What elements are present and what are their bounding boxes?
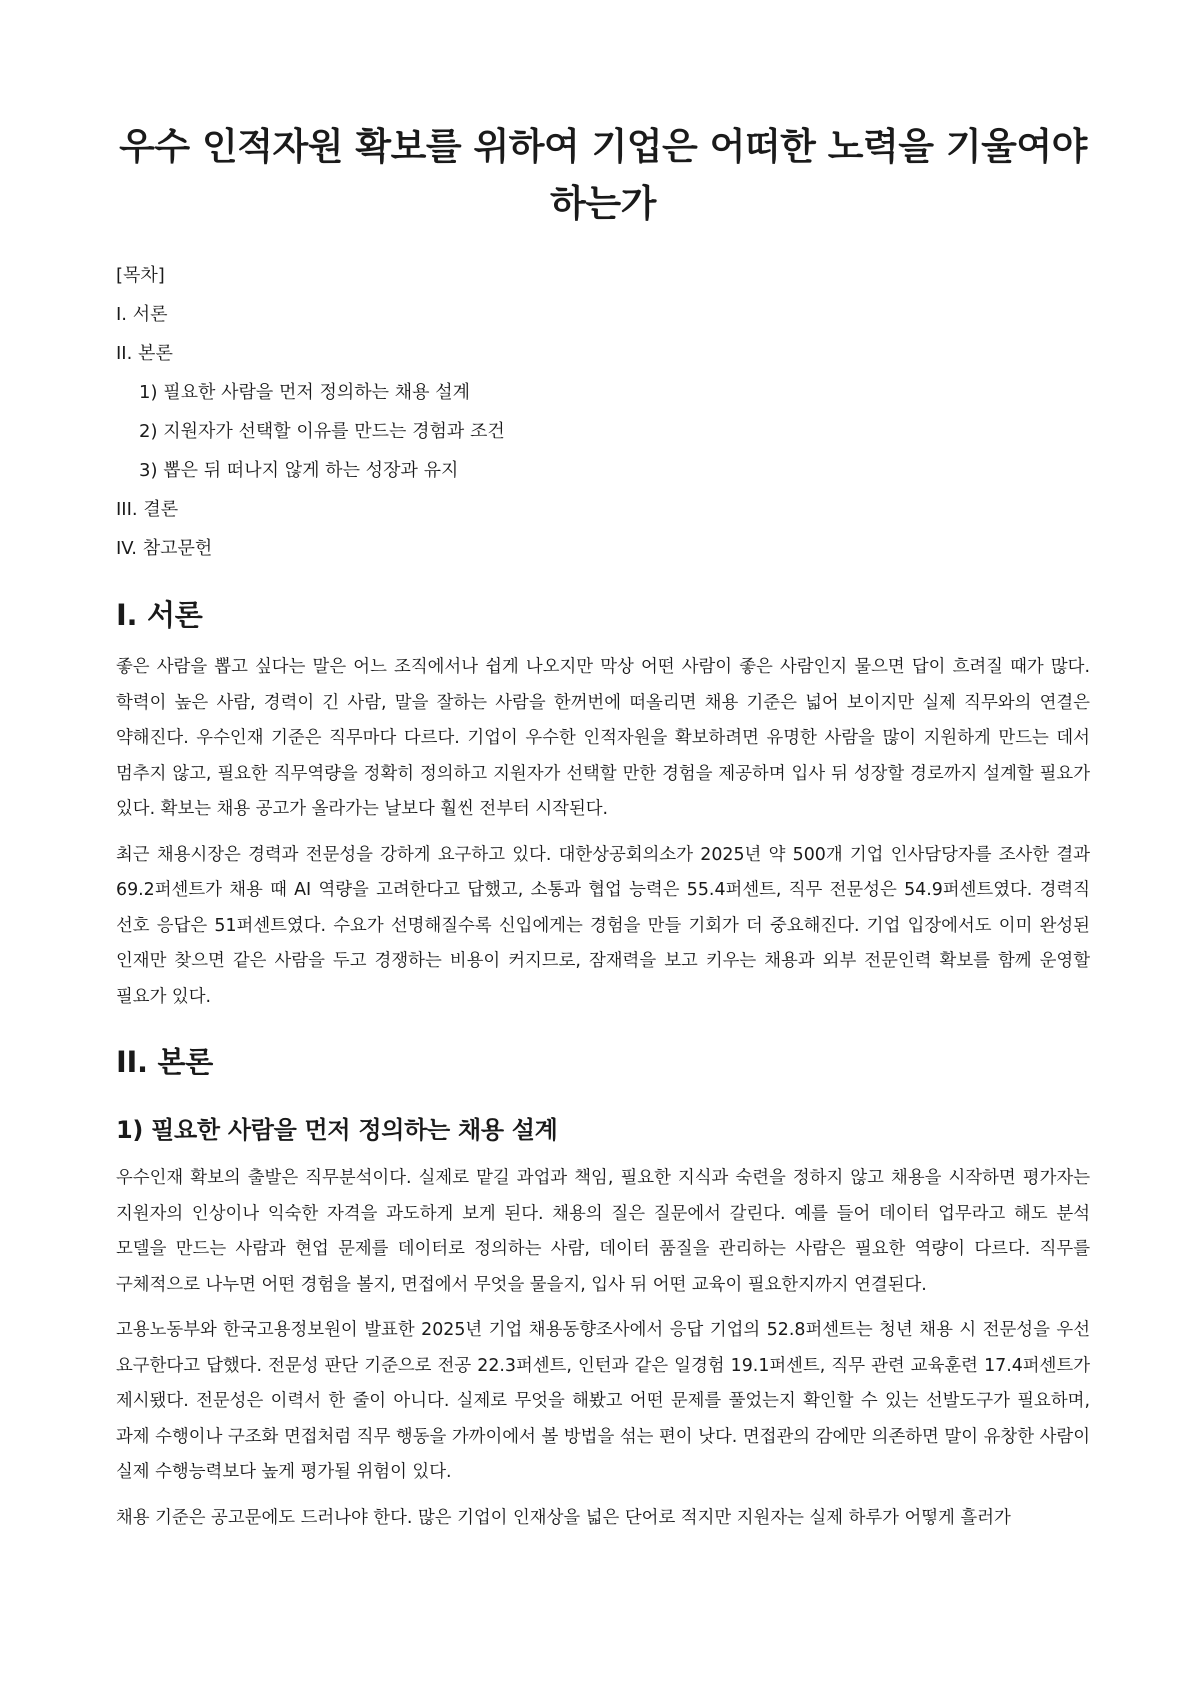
toc-item-body-sub1: 1) 필요한 사람을 먼저 정의하는 채용 설계	[139, 382, 471, 403]
subsection-heading-1: 1) 필요한 사람을 먼저 정의하는 채용 설계	[116, 1116, 558, 1144]
body-sub1-paragraph-3: 채용 기준은 공고문에도 드러나야 한다. 많은 기업이 인재상을 넓은 단어로 적지만 지원자는 실제 하루가 어떻게 흘러가	[116, 1507, 1011, 1528]
intro-paragraph-1: 좋은 사람을 뽑고 싶다는 말은 어느 조직에서나 쉽게 나오지만 막상 어떤 사람이 좋은 사람인지 물으면 답이 흐려질 때가 많다. 학력이 높은 사람, 경력이 긴 사람, 말을 잘하는 사람을 한꺼번에 떠올리면 채용 기준은 넓어 보이지만 실제 직무와의 연결은 약해진다. 우수인재 기준은 직무마다 다르다. 기업이 우수한 인적자원을 확보하려면 유명한 사람을 많이 지원하게 만드는 데서 멈추지 않고, 필요한 직무역량을 정확히 정의하고 지원자가 선택할 만한 경험을 제공하며 입사 뒤 성장할 경로까지 설계할 필요가 있다. 확보는 채용 공고가 올라가는 날보다 훨씬 전부터 시작된다.	[116, 657, 1090, 819]
toc-item-conclusion: III. 결론	[116, 499, 179, 520]
body-sub1-paragraph-2: 고용노동부와 한국고용정보원이 발표한 2025년 기업 채용동향조사에서 응답 기업의 52.8퍼센트는 청년 채용 시 전문성을 우선 요구한다고 답했다. 전문성 판단 기준으로 전공 22.3퍼센트, 인턴과 같은 일경험 19.1퍼센트, 직무 관련 교육훈련 17.4퍼센트가 제시됐다. 전문성은 이력서 한 줄이 아니다. 실제로 무엇을 해봤고 어떤 문제를 풀었는지 확인할 수 있는 선발도구가 필요하며, 과제 수행이나 구조화 면접처럼 직무 행동을 가까이에서 볼 방법을 섞는 편이 낫다. 면접관의 감에만 의존하면 말이 유창한 사람이 실제 수행능력보다 높게 평가될 위험이 있다.	[116, 1320, 1090, 1482]
toc-item-body: II. 본론	[116, 343, 173, 364]
section-heading-intro: I. 서론	[116, 598, 203, 632]
section-heading-body: II. 본론	[116, 1045, 213, 1079]
toc-item-body-sub2: 2) 지원자가 선택할 이유를 만드는 경험과 조건	[139, 421, 505, 442]
toc-heading: [목차]	[116, 265, 165, 286]
toc-item-intro: I. 서론	[116, 304, 168, 325]
body-sub1-paragraph-1: 우수인재 확보의 출발은 직무분석이다. 실제로 맡길 과업과 책임, 필요한 지식과 숙련을 정하지 않고 채용을 시작하면 평가자는 지원자의 인상이나 익숙한 자격을 과도하게 보게 된다. 채용의 질은 질문에서 갈린다. 예를 들어 데이터 업무라고 해도 분석 모델을 만드는 사람과 현업 문제를 데이터로 정의하는 사람, 데이터 품질을 관리하는 사람은 필요한 역량이 다르다. 직무를 구체적으로 나누면 어떤 경험을 볼지, 면접에서 무엇을 물을지, 입사 뒤 어떤 교육이 필요한지까지 연결된다.	[116, 1168, 1090, 1295]
toc-item-references: IV. 참고문헌	[116, 538, 213, 559]
section-body	[116, 1037, 1090, 1536]
toc-item-body-sub3: 3) 뽑은 뒤 떠나지 않게 하는 성장과 유지	[139, 460, 459, 481]
table-of-contents	[116, 256, 1090, 568]
intro-paragraph-2: 최근 채용시장은 경력과 전문성을 강하게 요구하고 있다. 대한상공회의소가 2025년 약 500개 기업 인사담당자를 조사한 결과 69.2퍼센트가 채용 때 AI 역량을 고려한다고 답했고, 소통과 협업 능력은 55.4퍼센트, 직무 전문성은 54.9퍼센트였다. 경력직 선호 응답은 51퍼센트였다. 수요가 선명해질수록 신입에게는 경험을 만들 기회가 더 중요해진다. 기업 입장에서도 이미 완성된 인재만 찾으면 같은 사람을 두고 경쟁하는 비용이 커지므로, 잠재력을 보고 키우는 채용과 외부 전문인력 확보를 함께 운영할 필요가 있다.	[116, 844, 1090, 1007]
document-title: 우수 인적자원 확보를 위하여 기업은 어떠한 노력을 기울여야 하는가	[119, 125, 1087, 225]
section-intro	[116, 590, 1090, 1015]
